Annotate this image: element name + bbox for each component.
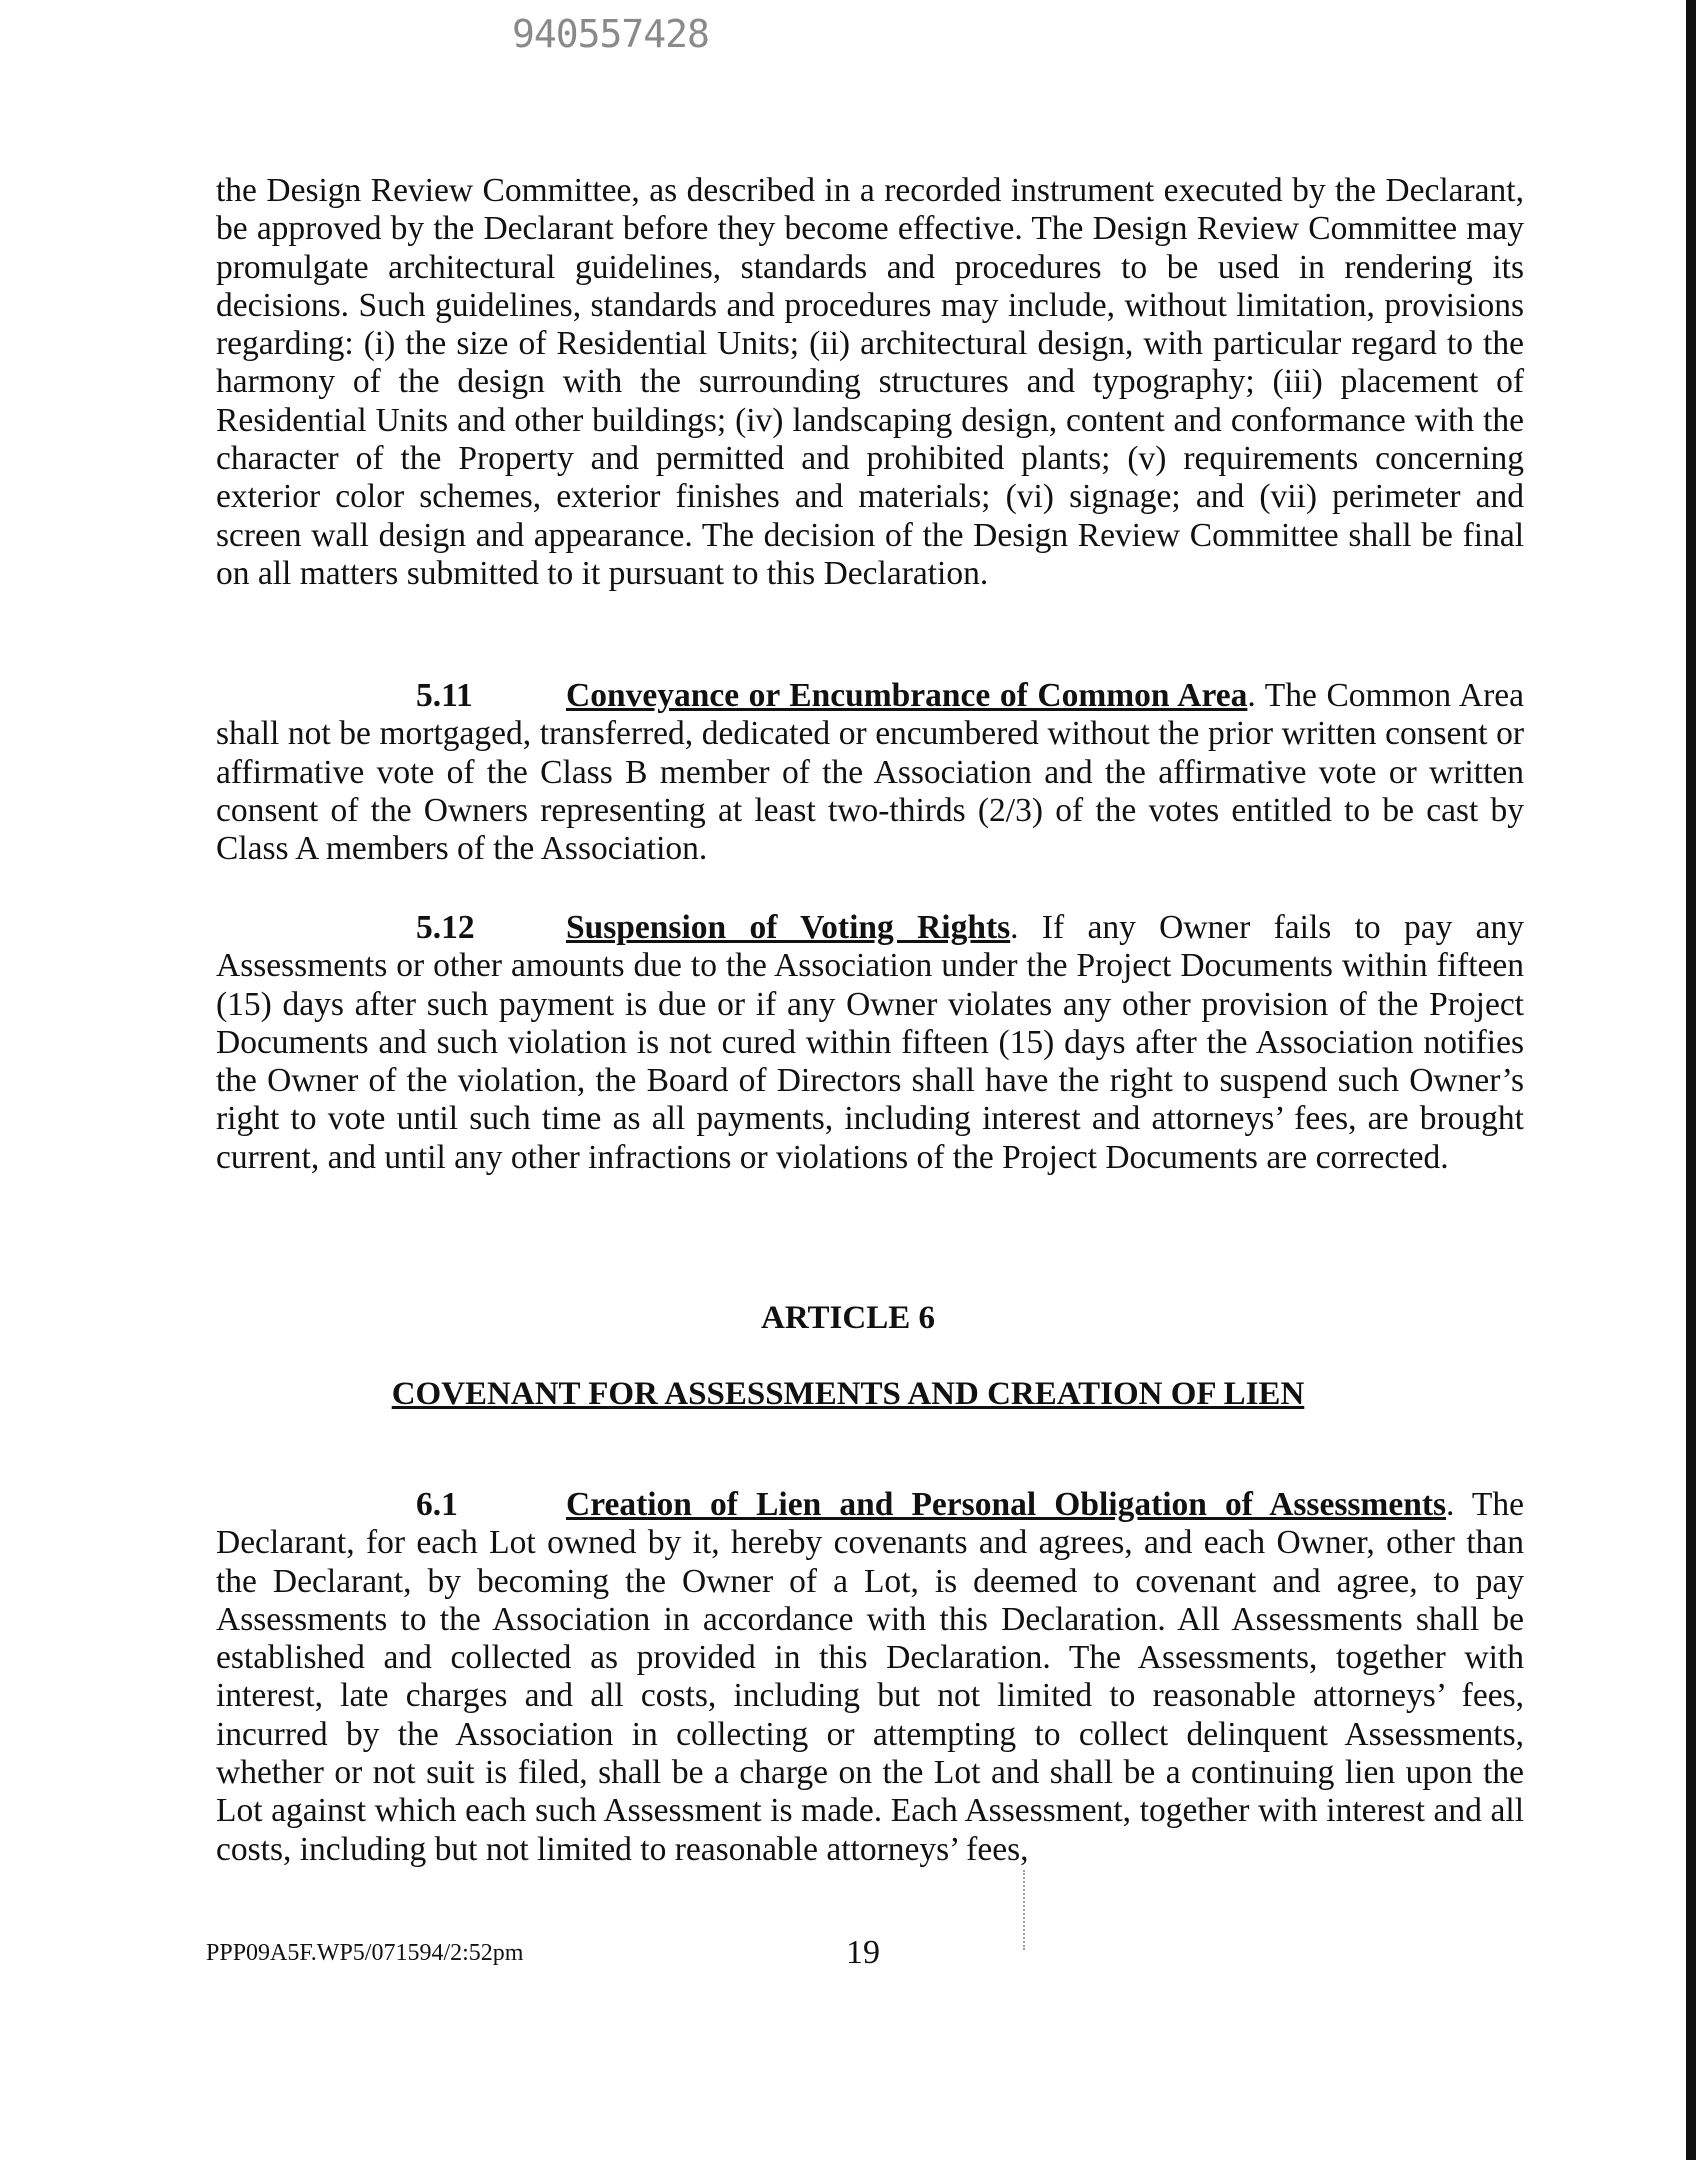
section-number: 5.12 <box>416 909 475 946</box>
scan-artifact <box>1023 1870 1025 1950</box>
footer-document-code: PPP09A5F.WP5/071594/2:52pm <box>206 1940 524 1966</box>
section-number: 5.11 <box>416 677 473 714</box>
section-5-11 <box>216 677 1524 868</box>
section-heading: Conveyance or Encumbrance of Common Area <box>566 677 1248 714</box>
page-number: 19 <box>846 1934 880 1971</box>
section-text: . The Declarant, for each Lot owned by it, hereby covenants and agrees, and each Owner, other than the Declarant, by becoming the Owner of a Lot, is deemed to covenant and agree, to pay Assessments to the Association in accordance with this Declaration. All Assessments shall be established and collected as provided in this Declaration. The Assessments, together with interest, late charges and all costs, including but not limited to reasonable attorneys’ fees, incurred by the Association in collecting or attempting to collect delinquent Assessments, whether or not suit is filed, shall be a charge on the Lot and shall be a continuing lien upon the Lot against which each such Assessment is made. Each Assessment, together with interest and all costs, including but not limited to reasonable attorneys’ fees, <box>216 1486 1524 1868</box>
paragraph-design-review: the Design Review Committee, as described in a recorded instrument executed by the Declarant, be approved by the Declarant before they become effective. The Design Review Committee may promulgate architectural guidelines, standards and procedures to be used in rendering its decisions. Such guidelines, standards and procedures may include, without limitation, provisions regarding: (i) the size of Residential Units; (ii) architectural design, with particular regard to the harmony of the design with the surrounding structures and typography; (iii) placement of Residential Units and other buildings; (iv) landscaping design, content and conformance with the character of the Property and permitted and prohibited plants; (v) requirements concerning exterior color schemes, exterior finishes and materials; (vi) signage; and (vii) perimeter and screen wall design and appearance. The decision of the Design Review Committee shall be final on all matters submitted to it pursuant to this Declaration. <box>216 172 1524 592</box>
section-5-12 <box>216 909 1524 1177</box>
article-title: COVENANT FOR ASSESSMENTS AND CREATION OF LIEN <box>391 1376 1305 1412</box>
article-number: ARTICLE 6 <box>761 1300 935 1336</box>
section-heading: Suspension of Voting Rights <box>566 909 1011 946</box>
section-heading: Creation of Lien and Personal Obligation of Assessments <box>566 1486 1447 1523</box>
section-6-1 <box>216 1486 1524 1869</box>
document-stamp: 940557428 <box>512 12 709 56</box>
scan-edge <box>1686 0 1696 2160</box>
section-text: . The Common Area shall not be mortgaged, transferred, dedicated or encumbered without the prior written consent or affirmative vote of the Class B member of the Association and the affirmative vote or written consent of the Owners representing at least two-thirds (2/3) of the votes entitled to be cast by Class A members of the Association. <box>216 677 1524 868</box>
section-text: . If any Owner fails to pay any Assessments or other amounts due to the Association under the Project Documents within fifteen (15) days after such payment is due or if any Owner violates any other provision of the Project Documents and such violation is not cured within fifteen (15) days after the Association notifies the Owner of the violation, the Board of Directors shall have the right to suspend such Owner’s right to vote until such time as all payments, including interest and attorneys’ fees, are brought current, and until any other infractions or violations of the Project Documents are corrected. <box>216 909 1525 1176</box>
section-number: 6.1 <box>416 1486 458 1523</box>
